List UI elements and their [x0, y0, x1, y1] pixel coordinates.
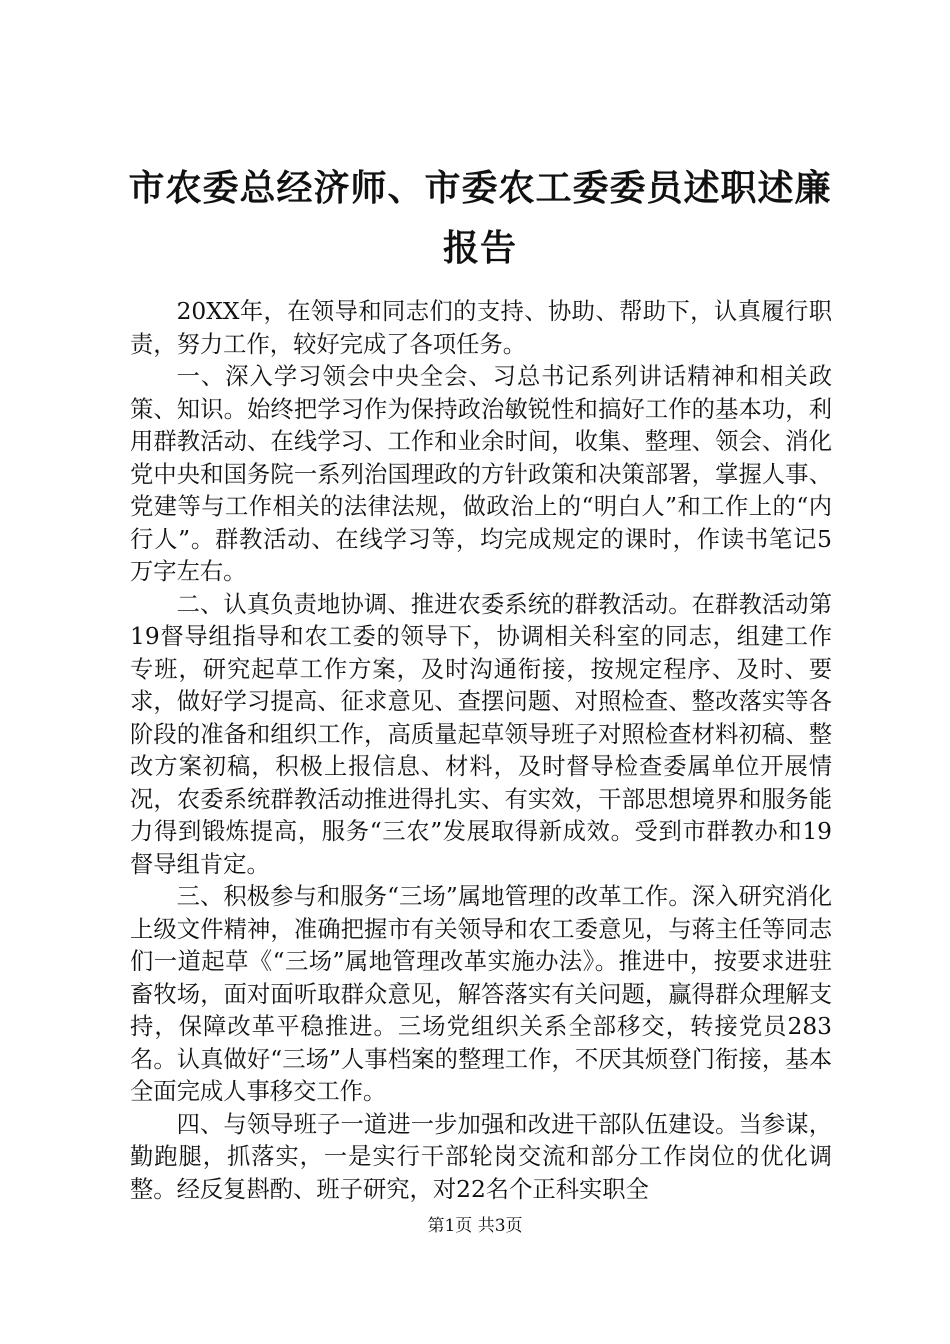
- paragraph-section-2: 二、认真负责地协调、推进农委系统的群教活动。在群教活动第19督导组指导和农工委的领导下，协调相关科室的同志，组建工作专班，研究起草工作方案，及时沟通衔接，按规定程序、及时、要求，做好学习提高、征求意见、查摆问题、对照检查、整改落实等各阶段的准备和组织工作，高质量起草领导班子对照检查材料初稿、整改方案初稿，积极上报信息、材料，及时督导检查委属单位开展情况，农委系统群教活动推进得扎实、有实效，干部思想境界和服务能力得到锻炼提高，服务“三农”发展取得新成效。受到市群教办和19督导组肯定。: [130, 590, 832, 878]
- page-footer: [0, 1214, 950, 1238]
- document-title: 市农委总经济师、市委农工委委员述职述廉报告: [128, 167, 832, 269]
- paragraph-section-1: 一、深入学习领会中央全会、习总书记系列讲话精神和相关政策、知识。始终把学习作为保持政治敏锐性和搞好工作的基本功，利用群教活动、在线学习、工作和业余时间，收集、整理、领会、消化党中央和国务院一系列治国理政的方针政策和决策部署，掌握人事、党建等与工作相关的法律法规，做政治上的“明白人”和工作上的“内行人”。群教活动、在线学习等，均完成规定的课时，作读书笔记5万字左右。: [130, 363, 832, 585]
- page-number-indicator: 第1页 共3页: [427, 1216, 523, 1236]
- paragraph-section-3: 三、积极参与和服务“三场”属地管理的改革工作。深入研究消化上级文件精神，准确把握市有关领导和农工委意见，与蒋主任等同志们一道起草《“三场”属地管理改革实施办法》。推进中，按要求进驻畜牧场，面对面听取群众意见，解答落实有关问题，赢得群众理解支持，保障改革平稳推进。三场党组织关系全部移交，转接党员283名。认真做好“三场”人事档案的整理工作，不厌其烦登门衔接，基本全面完成人事移交工作。: [130, 883, 832, 1105]
- paragraph-intro: 20XX年，在领导和同志们的支持、协助、帮助下，认真履行职责，努力工作，较好完成了各项任务。: [130, 298, 832, 358]
- document-body: [130, 296, 832, 1206]
- paragraph-section-4: 四、与领导班子一道进一步加强和改进干部队伍建设。当参谋，勤跑腿，抓落实，一是实行干部轮岗交流和部分工作岗位的优化调整。经反复斟酌、班子研究，对22名个正科实职全: [130, 1110, 832, 1203]
